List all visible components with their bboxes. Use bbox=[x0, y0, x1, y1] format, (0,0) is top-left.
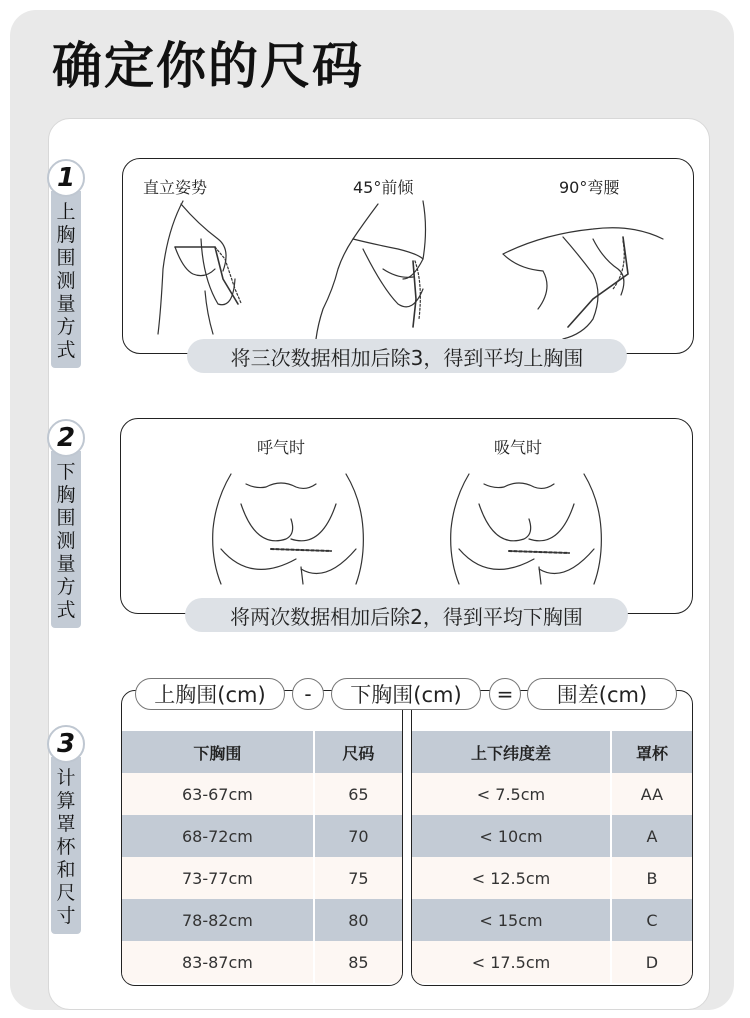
step-label: 下胸围测量方式 bbox=[51, 451, 81, 628]
formula-difference: 围差(cm) bbox=[527, 678, 677, 710]
table-cell: 80 bbox=[314, 899, 402, 941]
table-row bbox=[412, 899, 692, 941]
table-cell: < 10cm bbox=[412, 815, 611, 857]
table-cell: B bbox=[611, 857, 692, 899]
table-cell: AA bbox=[611, 773, 692, 815]
size-table bbox=[121, 690, 403, 986]
cup-table bbox=[411, 690, 693, 986]
table-row bbox=[122, 941, 402, 983]
step-number: 3 bbox=[47, 725, 85, 763]
table-row bbox=[122, 857, 402, 899]
step-2-badge bbox=[47, 419, 85, 628]
under-bust-panel bbox=[120, 418, 693, 614]
formula-row bbox=[135, 678, 680, 712]
header-size: 尺码 bbox=[314, 731, 402, 773]
step-number: 2 bbox=[47, 419, 85, 457]
caption-standing: 直立姿势 bbox=[143, 178, 208, 197]
table-row bbox=[122, 773, 402, 815]
table-cell: C bbox=[611, 899, 692, 941]
table-row bbox=[412, 941, 692, 983]
table-cell: 63-67cm bbox=[122, 773, 314, 815]
upper-bust-panel bbox=[122, 158, 694, 354]
under-bust-note: 将两次数据相加后除2，得到平均下胸围 bbox=[185, 598, 628, 632]
table-cell: 73-77cm bbox=[122, 857, 314, 899]
step-number: 1 bbox=[47, 159, 85, 197]
step-label: 计算罩杯和尺寸 bbox=[51, 757, 81, 934]
table-cell: 78-82cm bbox=[122, 899, 314, 941]
under-bust-illustration bbox=[121, 459, 691, 609]
caption-bend-90: 90°弯腰 bbox=[559, 178, 620, 197]
formula-under-bust: 下胸围(cm) bbox=[331, 678, 481, 710]
formula-equals: = bbox=[489, 678, 521, 710]
caption-exhale: 呼气时 bbox=[257, 438, 306, 457]
page-title: 确定你的尺码 bbox=[52, 37, 364, 95]
table-cell: 85 bbox=[314, 941, 402, 983]
header-bust-difference: 上下纬度差 bbox=[412, 731, 611, 773]
table-cell: < 15cm bbox=[412, 899, 611, 941]
table-cell: A bbox=[611, 815, 692, 857]
caption-lean-45: 45°前倾 bbox=[353, 178, 414, 197]
standing-figure bbox=[158, 201, 183, 334]
table-row bbox=[412, 773, 692, 815]
exhale-figure bbox=[213, 474, 364, 584]
step-label: 上胸围测量方式 bbox=[51, 191, 81, 368]
table-cell: 75 bbox=[314, 857, 402, 899]
table-cell: 68-72cm bbox=[122, 815, 314, 857]
upper-bust-illustration bbox=[123, 199, 693, 349]
formula-minus: - bbox=[292, 678, 324, 710]
caption-inhale: 吸气时 bbox=[494, 438, 543, 457]
table-row bbox=[412, 815, 692, 857]
header-cup: 罩杯 bbox=[611, 731, 692, 773]
table-row bbox=[122, 899, 402, 941]
step-1-badge bbox=[47, 159, 85, 368]
table-cell: D bbox=[611, 941, 692, 983]
table-cell: < 17.5cm bbox=[412, 941, 611, 983]
formula-upper-bust: 上胸围(cm) bbox=[135, 678, 285, 710]
table-cell: < 7.5cm bbox=[412, 773, 611, 815]
lean-45-figure bbox=[316, 204, 378, 339]
bend-90-figure bbox=[503, 228, 663, 254]
table-cell: < 12.5cm bbox=[412, 857, 611, 899]
table-row bbox=[122, 815, 402, 857]
step-3-badge bbox=[47, 725, 85, 934]
table-cell: 65 bbox=[314, 773, 402, 815]
table-row bbox=[412, 857, 692, 899]
upper-bust-note: 将三次数据相加后除3，得到平均上胸围 bbox=[187, 339, 627, 373]
table-cell: 83-87cm bbox=[122, 941, 314, 983]
inhale-figure bbox=[451, 474, 602, 584]
header-under-bust: 下胸围 bbox=[122, 731, 314, 773]
table-cell: 70 bbox=[314, 815, 402, 857]
